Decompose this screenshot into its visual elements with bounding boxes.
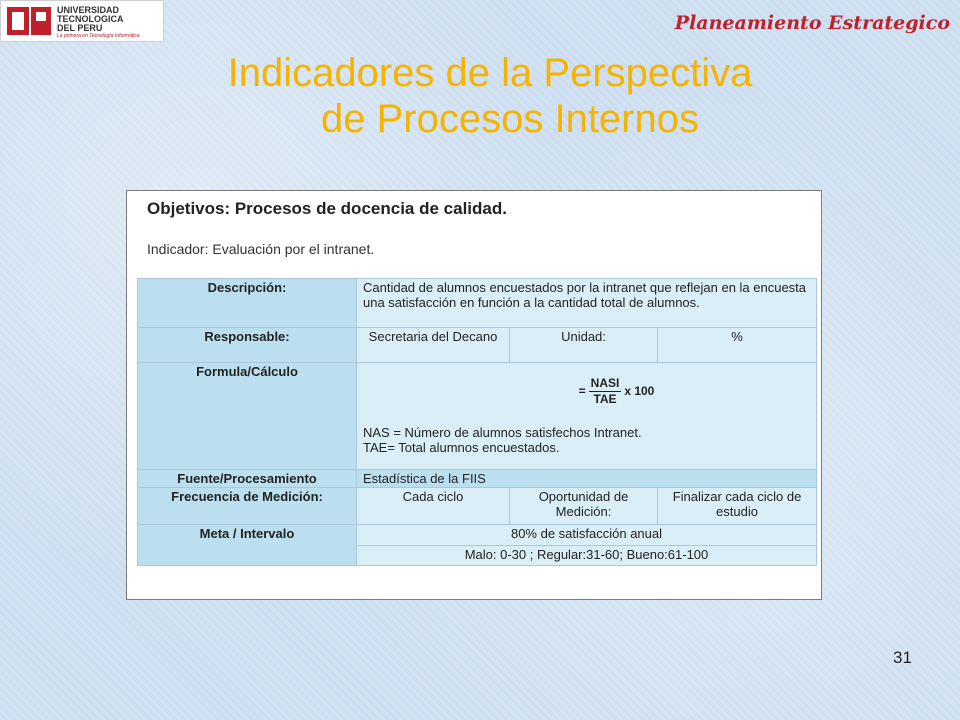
descripcion-value: Cantidad de alumnos encuestados por la intranet que reflejan en la encuesta una satisfacción en función a la cantidad total de alumnos. xyxy=(357,279,817,328)
formula-numerator: NASI xyxy=(590,376,620,390)
formula-value xyxy=(357,363,817,470)
university-logo xyxy=(0,0,164,42)
descripcion-label: Descripción: xyxy=(138,279,357,328)
unidad-label: Unidad: xyxy=(510,328,658,363)
logo-text: UNIVERSIDAD TECNOLOGICA DEL PERU xyxy=(57,5,124,33)
formula-multiplier: x 100 xyxy=(624,384,655,398)
responsable-label: Responsable: xyxy=(138,328,357,363)
fuente-label: Fuente/Procesamiento xyxy=(138,470,357,488)
meta-value: 80% de satisfacción anual xyxy=(357,525,817,546)
formula-equals: = xyxy=(578,384,586,398)
table-row xyxy=(138,279,817,328)
utp-emblem-icon xyxy=(7,5,53,37)
slide-title xyxy=(140,50,840,142)
formula-label: Formula/Cálculo xyxy=(138,363,357,470)
table-row xyxy=(138,470,817,488)
formula-fraction xyxy=(579,376,655,407)
formula-denominator: TAE xyxy=(593,392,617,406)
responsable-value: Secretaria del Decano xyxy=(357,328,510,363)
formula-tae-def: TAE= Total alumnos encuestados. xyxy=(363,440,560,455)
indicator-text: Indicador: Evaluación por el intranet. xyxy=(147,241,375,257)
frecuencia-value: Cada ciclo xyxy=(357,488,510,525)
unidad-value: % xyxy=(658,328,817,363)
table-row xyxy=(138,488,817,525)
table-row xyxy=(138,363,817,470)
oportunidad-label: Oportunidad de Medición: xyxy=(510,488,658,525)
slide-title-line2: de Procesos Internos xyxy=(321,97,699,141)
formula-ratio xyxy=(589,376,622,407)
fuente-value: Estadística de la FIIS xyxy=(357,470,817,488)
logo-tagline: La primera en Tecnología Informática xyxy=(57,33,140,39)
indicator-table xyxy=(137,278,817,566)
slide-title-line1: Indicadores de la Perspectiva xyxy=(227,51,753,95)
course-title: Planeamiento Estrategico xyxy=(674,12,950,34)
indicator-panel xyxy=(126,190,822,600)
intervalo-value: Malo: 0-30 ; Regular:31-60; Bueno:61-100 xyxy=(357,545,817,566)
objective-heading: Objetivos: Procesos de docencia de calidad. xyxy=(147,199,507,218)
table-row xyxy=(138,525,817,546)
formula-expression xyxy=(363,364,810,407)
formula-nas-def: NAS = Número de alumnos satisfechos Intranet. xyxy=(363,425,642,440)
meta-label: Meta / Intervalo xyxy=(138,525,357,566)
frecuencia-label: Frecuencia de Medición: xyxy=(138,488,357,525)
oportunidad-value: Finalizar cada ciclo de estudio xyxy=(658,488,817,525)
table-row xyxy=(138,328,817,363)
page-number: 31 xyxy=(893,648,912,667)
